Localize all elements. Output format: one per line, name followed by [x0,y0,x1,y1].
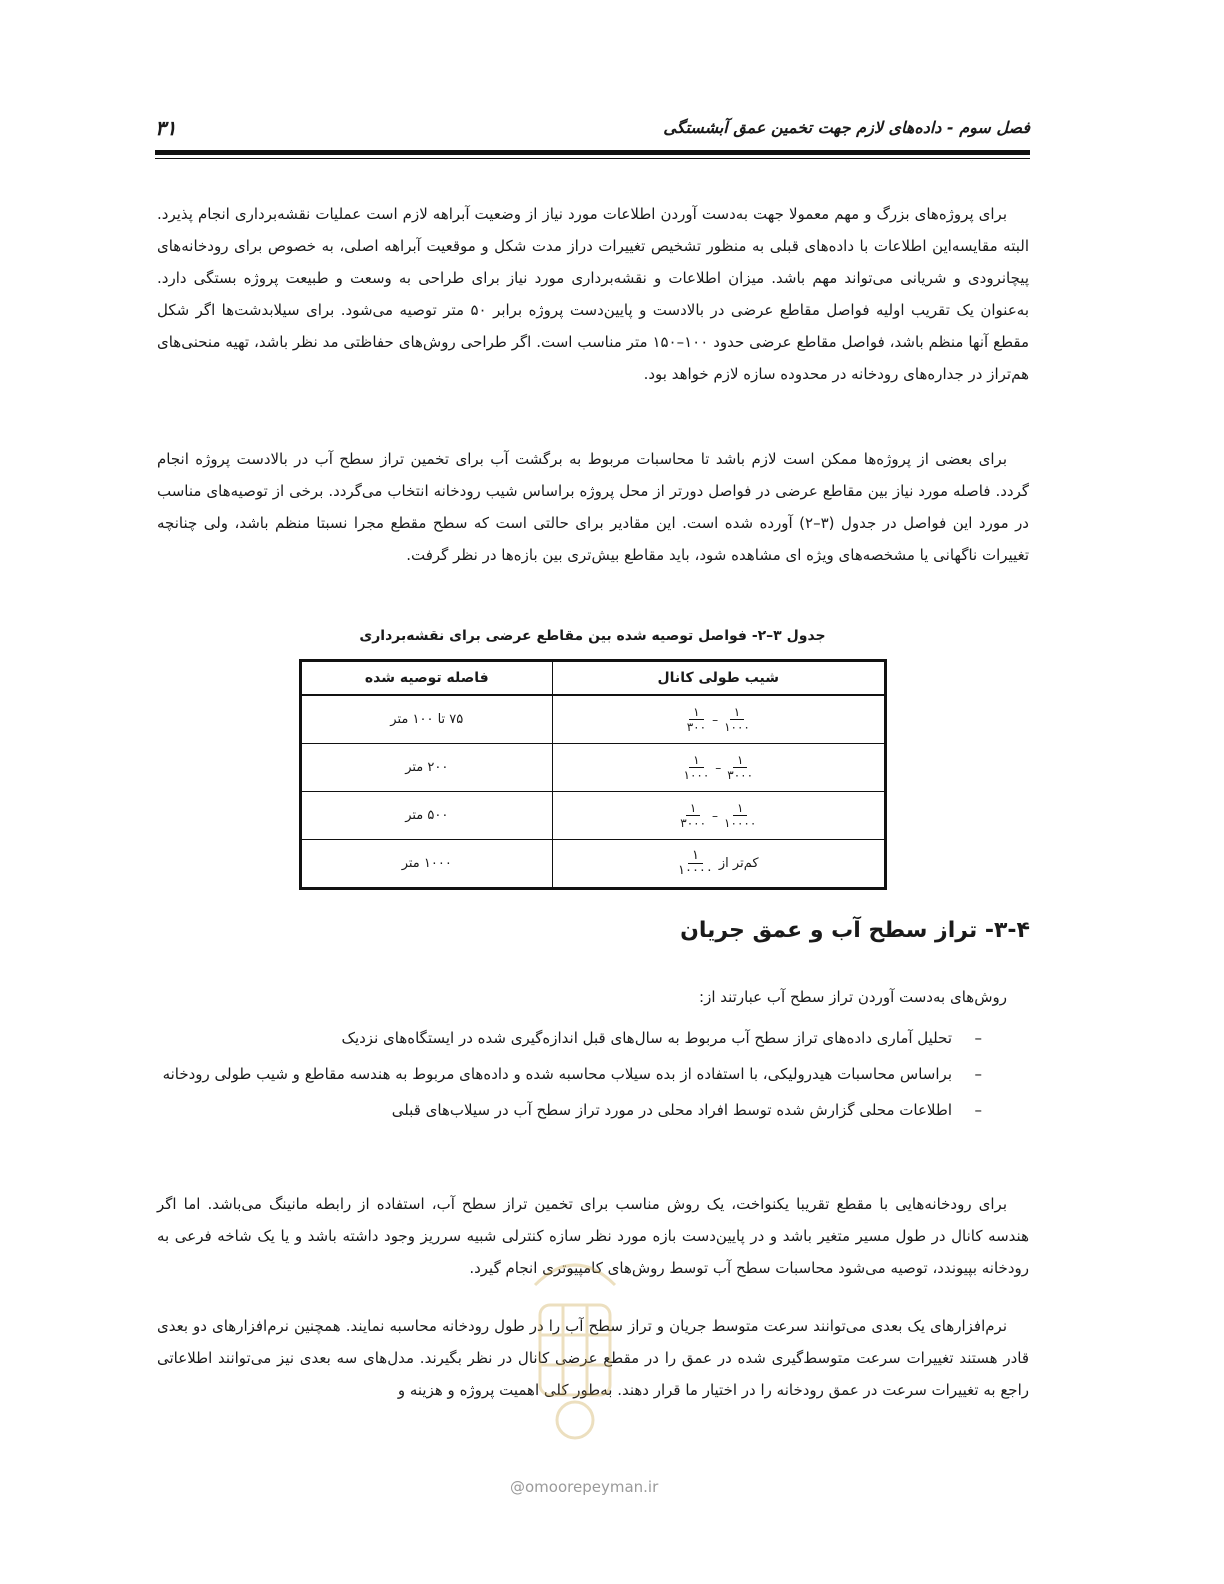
slope-less-than [678,849,759,878]
table-row [301,840,886,889]
intro-text: روش‌های به‌دست آوردن تراز سطح آب عبارتند از: [699,988,1007,1006]
denominator: ۱۰۰۰ [724,720,750,734]
paragraph-text: برای بعضی از پروژه‌ها ممکن است لازم باشد تا محاسبات مربوط به برگشت آب برای تخمین تراز سطح آب در بالادست پروژه انجام گردد. فاصله مورد نیاز بین مقاطع عرضی در فواصل دورتر از محل پروژه براساس شیب رودخانه انتخاب می‌گردد. برخی از توصیه‌های مناسب در مورد این فواصل در جدول (۳–۲) آورده شده است. این مقادیر برای حالتی است که سطح مقطع مجرا نسبتا منظم باشد، ولی چنانچه تغییرات ناگهانی یا مشخصه‌های ویژه ای مشاهده شود، باید مقاطع بیش‌تری بین بازه‌ها در نظر گرفت. [157,450,1029,564]
page-number: ۳۱ [155,116,177,140]
distance-cell: ۱۰۰۰ متر [301,840,553,889]
less-than-label: کم‌تر از [718,856,759,871]
list-item [157,1092,982,1128]
slope-cell [552,695,885,744]
method-list [157,1020,982,1128]
slope-range [687,705,750,734]
distance-cell: ۵۰۰ متر [301,792,553,840]
denominator: ۱۰۰۰۰ [677,863,713,878]
table-row [301,744,886,792]
footer-watermark-site: @omoorepeyman.ir [510,1478,659,1496]
paragraph-surveying [157,198,1029,390]
header-rule-thin [155,158,1030,159]
list-item-text: تحلیل آماری داده‌های تراز سطح آب مربوط به سال‌های قبل اندازه‌گیری شده در ایستگاه‌های نزدیک [341,1029,952,1047]
numerator: ۱ [686,801,700,816]
range-dash: – [712,808,719,823]
header-rule-thick [155,150,1030,155]
denominator: ۱۰۰۰۰ [724,816,757,830]
denominator: ۳۰۰ [686,720,707,734]
numerator: ۱ [689,753,703,768]
table-row [301,695,886,744]
publisher-seal-watermark [515,1245,635,1445]
paragraph-text: برای رودخانه‌هایی با مقطع تقریبا یکنواخت، یک روش مناسب برای تخمین تراز سطح آب، استفاده از رابطه مانینگ می‌باشد. اما اگر هندسه کانال در طول مسیر متغیر باشد و در پایین‌دست بازه مورد نظر سازه کنترلی شبیه سرریز وجود داشته باشد و یا یک شاخه فرعی به رودخانه بپیوندد، توصیه می‌شود محاسبات سطح آب توسط روش‌های کامپیوتری انجام گیرد. [157,1195,1029,1277]
distance-cell: ۷۵ تا ۱۰۰ متر [301,695,553,744]
list-item [157,1020,982,1056]
fraction [684,753,710,782]
fraction [678,849,713,878]
list-item-text: اطلاعات محلی گزارش شده توسط افراد محلی در مورد تراز سطح آب در سیلاب‌های قبلی [391,1101,952,1119]
numerator: ۱ [689,705,703,720]
table-caption: جدول ۳–۲- فواصل توصیه شده بین مقاطع عرضی برای نقشه‌برداری [359,628,826,644]
numerator: ۱ [733,801,747,816]
fraction [724,801,756,830]
cross-section-distance-table [299,659,887,890]
section-heading: ۳-۴- تراز سطح آب و عمق جریان [680,918,1030,943]
paragraph-text: نرم‌افزارهای یک بعدی می‌توانند سرعت متوسط جریان و تراز سطح آب را در طول رودخانه محاسبه نمایند. همچنین نرم‌افزارهای دو بعدی قادر هستند تغییرات سرعت متوسط‌گیری شده در عمق را در مقطع عرضی کانال در نظر بگیرند. مدل‌های سه بعدی نیز می‌توانند اطلاعاتی راجع به تغییرات سرعت در عمق رودخانه را در اختیار ما قرار دهند. به‌طور کلی اهمیت پروژه و هزینه و [157,1317,1029,1399]
section-intro [157,980,1029,1014]
numerator: ۱ [688,849,703,864]
fraction [727,753,753,782]
denominator: ۳۰۰۰ [727,768,754,782]
bullet-dash: – [974,1101,982,1119]
numerator: ۱ [730,705,744,720]
denominator: ۳۰۰۰ [680,816,707,830]
denominator: ۱۰۰۰ [683,768,710,782]
paragraph-text: برای پروژه‌های بزرگ و مهم معمولا جهت به‌دست آوردن اطلاعات مورد نیاز از وضعیت آبراهه لازم است عملیات نقشه‌برداری انجام پذیرد. البته مقایسه‌این اطلاعات با داده‌های قبلی به منظور تشخیص تغییرات دراز مدت شکل و موقعیت آبراهه اصلی، به خصوص برای رودخانه‌های پیچانرودی و شریانی می‌تواند مهم باشد. میزان اطلاعات و نقشه‌برداری مورد نیاز برای طراحی به وسعت و طبیعت پروژه بستگی دارد. به‌عنوان یک تقریب اولیه فواصل مقاطع عرضی در بالادست و پایین‌دست پروژه برابر ۵۰ متر توصیه می‌شود. برای سیلابدشت‌ها اگر شکل مقطع آنها منظم باشد، فواصل مقاطع عرضی حدود ۱۰۰–۱۵۰ متر مناسب است. اگر طراحی روش‌های حفاظتی مد نظر باشد، تهیه منحنی‌های هم‌تراز در جداره‌های رودخانه در محدوده سازه لازم خواهد بود. [157,205,1030,383]
range-dash: – [712,712,719,727]
fraction [680,801,706,830]
table-row [301,792,886,840]
numerator: ۱ [733,753,747,768]
slope-range [680,801,756,830]
range-dash: – [715,760,722,775]
chapter-title: فصل سوم - داده‌های لازم جهت تخمین عمق آبشستگی [663,118,1030,137]
list-item-text: براساس محاسبات هیدرولیکی، با استفاده از بده سیلاب محاسبه شده و داده‌های مربوط به هندسه مقاطع و شیب طولی رودخانه [162,1065,952,1083]
slope-cell [552,744,885,792]
slope-cell [552,840,885,889]
slope-range [684,753,754,782]
fraction [724,705,750,734]
page-header [155,112,1030,146]
list-item [157,1056,982,1092]
slope-cell [552,792,885,840]
paragraph-backwater [157,443,1029,571]
distance-cell: ۲۰۰ متر [301,744,553,792]
bullet-dash: – [974,1065,982,1083]
table-header-row [301,661,886,696]
fraction [687,705,706,734]
column-header-distance: فاصله توصیه شده [301,661,553,696]
bullet-dash: – [974,1029,982,1047]
column-header-slope: شیب طولی کانال [552,661,885,696]
